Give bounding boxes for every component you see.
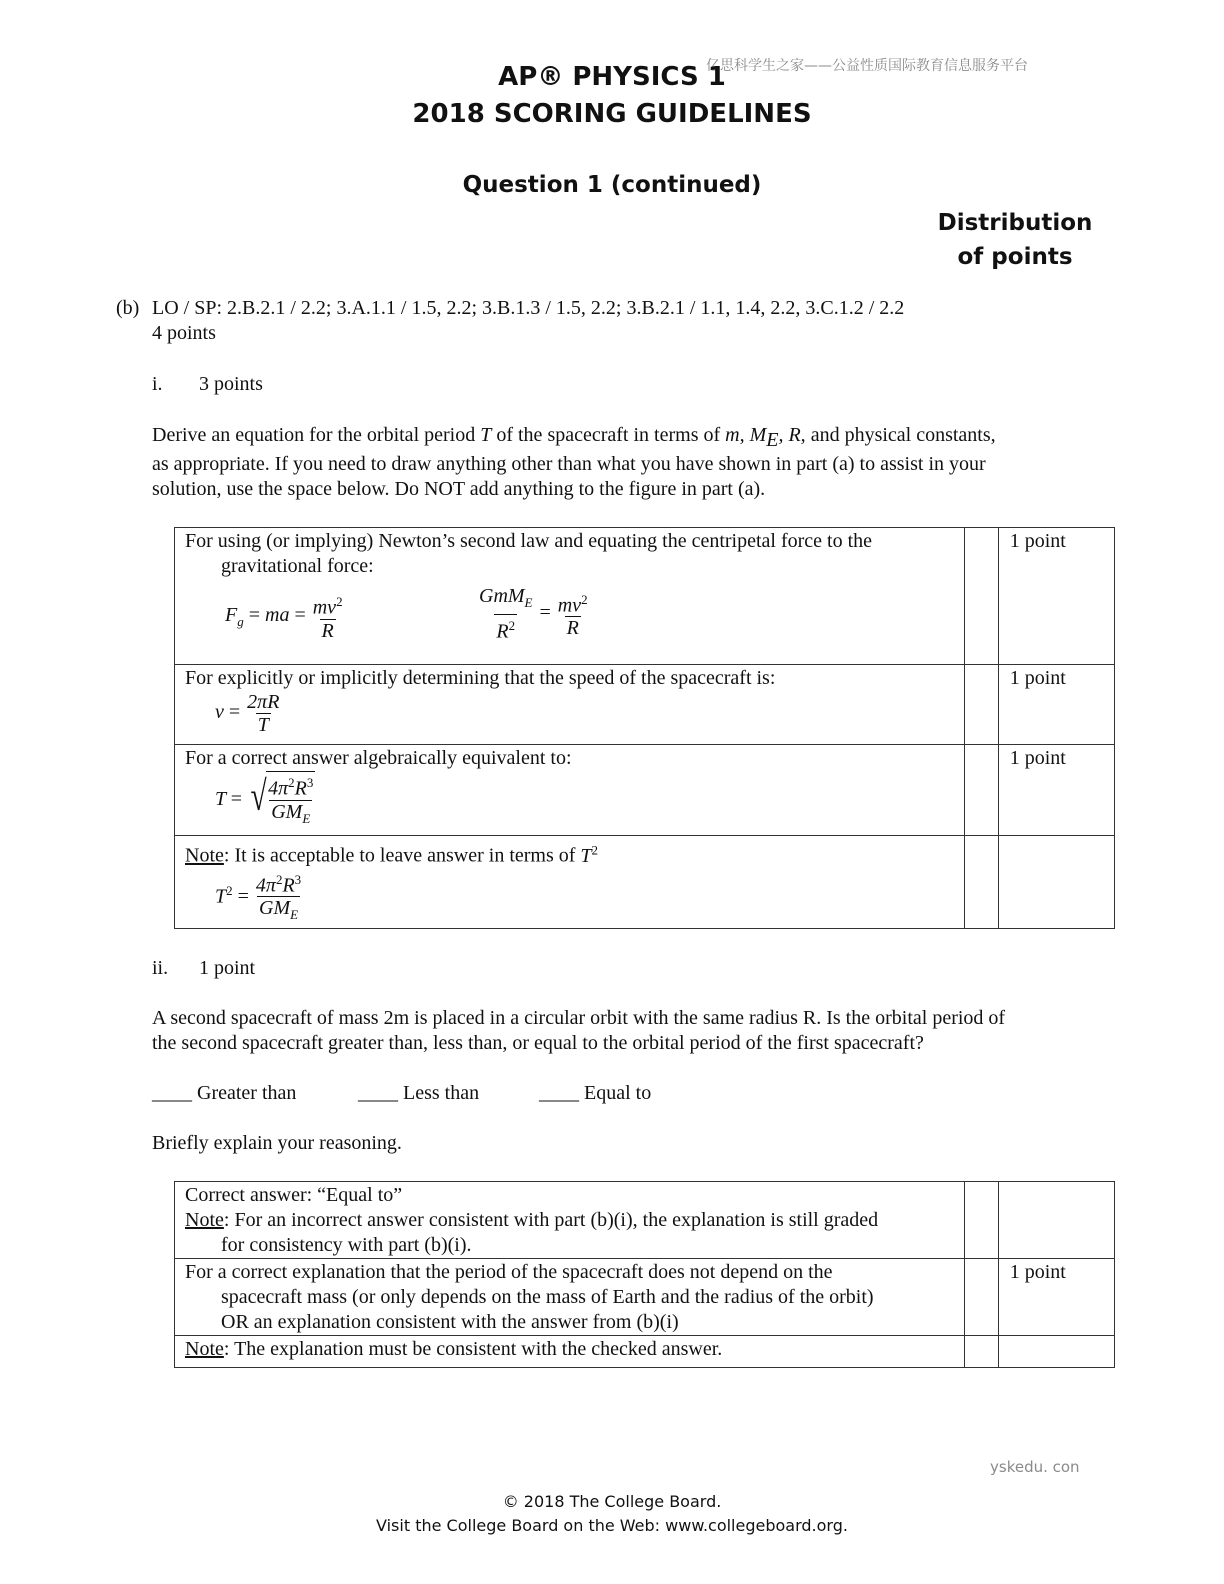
criterion-line: [185, 1337, 954, 1362]
checkbox-cell: [964, 836, 998, 929]
note-text: : For an incorrect answer consistent with part (b)(i), the explanation is still graded: [223, 1209, 879, 1231]
prompt-vars: m, M: [725, 424, 767, 446]
points-cell: 1 point: [998, 665, 1114, 745]
points-cell: [998, 836, 1114, 929]
points-cell: [998, 1182, 1114, 1259]
note-label: Note: [185, 1209, 224, 1231]
criterion-line: For using (or implying) Newton’s second law and equating the centripetal force to the: [185, 530, 873, 552]
criterion-line: Note: It is acceptable to leave answer in terms of $T^2$: [185, 842, 599, 867]
note-text: : The explanation must be consistent with the checked answer.: [223, 1338, 723, 1360]
part-i-prompt-line1: [152, 423, 996, 453]
part-i-prompt-line2: as appropriate. If you need to draw anything other than what you have shown in part (a) to assist in your: [152, 453, 986, 475]
checkbox-cell: [964, 665, 998, 745]
table-row: [175, 745, 1115, 836]
part-b-points: 4 points: [152, 322, 216, 344]
question-heading: Question 1 (continued): [462, 172, 762, 198]
equation-period: T = √ $\frac{4\pi^2R^3}{GM_E}$: [185, 771, 954, 830]
part-i-points: 3 points: [199, 373, 263, 395]
equation-newton: $F_g$ = ma = $\frac{mv^2}{R}$ $\frac{GmM_E}{R^2}$ = $\frac{mv^2}{R}$: [225, 585, 588, 643]
table-row: [175, 1259, 1115, 1336]
part-ii-prompt-line2: the second spacecraft greater than, less than, or equal to the orbital period of the first spacecraft?: [152, 1032, 924, 1054]
watermark-top: 亿思科学生之家——公益性质国际教育信息服务平台: [706, 58, 1028, 74]
table-cell-criterion: [175, 1182, 965, 1259]
criterion-line: For a correct explanation that the period of the spacecraft does not depend on the: [185, 1261, 833, 1283]
points-cell: 1 point: [998, 528, 1114, 665]
criterion-line: [185, 1208, 954, 1233]
criterion-line: Correct answer: “Equal to”: [185, 1184, 403, 1206]
choice-greater-than[interactable]: ____ Greater than: [152, 1082, 297, 1104]
table-row: [175, 1182, 1115, 1259]
footer-website: Visit the College Board on the Web: www.collegeboard.org.: [376, 1516, 848, 1535]
table-cell-criterion: [175, 1259, 965, 1336]
table-cell-criterion: [175, 836, 965, 929]
scoring-table-i: [174, 527, 1115, 929]
watermark-bottom: yskedu. con: [990, 1458, 1080, 1476]
part-ii-prompt-line1: A second spacecraft of mass 2m is placed in a circular orbit with the same radius R. Is the orbital period of: [152, 1007, 1006, 1029]
distribution-line-2: of points: [957, 244, 1073, 270]
criterion-line: For explicitly or implicitly determining that the speed of the spacecraft is:: [185, 667, 776, 689]
criterion-line: gravitational force:: [221, 555, 374, 577]
table-cell-criterion: [175, 1336, 965, 1368]
choice-less-than[interactable]: ____ Less than: [358, 1082, 480, 1104]
prompt-sub-e: E: [766, 429, 779, 451]
part-i-prompt-line3: solution, use the space below. Do NOT add anything to the figure in part (a).: [152, 478, 766, 500]
criterion-line: spacecraft mass (or only depends on the mass of Earth and the radius of the orbit): [221, 1286, 874, 1308]
table-row: [175, 836, 1115, 929]
scoring-table-ii: [174, 1181, 1115, 1368]
equation-period-squared: $T^2$ = $\frac{4\pi^2R^3}{GM_E}$: [185, 869, 954, 927]
prompt-var-r: , R,: [778, 424, 806, 446]
page-subtitle: 2018 SCORING GUIDELINES: [412, 99, 812, 129]
distribution-line-1: Distribution: [937, 210, 1093, 236]
checkbox-cell: [964, 1259, 998, 1336]
checkbox-cell: [964, 745, 998, 836]
part-b-label: (b): [116, 297, 140, 319]
table-row: [175, 665, 1115, 745]
choice-equal-to[interactable]: ____ Equal to: [539, 1082, 652, 1104]
footer-copyright: © 2018 The College Board.: [502, 1492, 722, 1511]
explain-prompt: Briefly explain your reasoning.: [152, 1132, 402, 1154]
equation-speed: v = $\frac{2\pi R}{T}$: [215, 691, 280, 736]
page-title: AP® PHYSICS 1: [498, 62, 726, 92]
table-cell-criterion: [175, 745, 965, 836]
criterion-line: for consistency with part (b)(i).: [221, 1234, 472, 1256]
table-row: [175, 528, 1115, 665]
note-label: Note: [185, 1338, 224, 1360]
note-label: Note: [185, 844, 224, 867]
criterion-line: OR an explanation consistent with the answer from (b)(i): [221, 1311, 679, 1333]
points-cell: 1 point: [998, 745, 1114, 836]
prompt-text-c: and physical constants,: [805, 424, 996, 446]
points-cell: [998, 1336, 1114, 1368]
table-row: [175, 1336, 1115, 1368]
part-ii-label: ii.: [152, 957, 169, 979]
checkbox-cell: [964, 528, 998, 665]
part-ii-points: 1 point: [199, 957, 256, 979]
checkbox-cell: [964, 1336, 998, 1368]
prompt-text-a: Derive an equation for the orbital period: [152, 424, 481, 446]
checkbox-cell: [964, 1182, 998, 1259]
lo-sp-line: LO / SP: 2.B.2.1 / 2.2; 3.A.1.1 / 1.5, 2.2; 3.B.1.3 / 1.5, 2.2; 3.B.2.1 / 1.1, 1.4, 2.2, 3.C.1.2 / 2.2: [152, 297, 905, 319]
prompt-var-t: T: [480, 424, 492, 446]
table-cell-criterion: [175, 528, 965, 665]
points-cell: 1 point: [998, 1259, 1114, 1336]
prompt-text-b: of the spacecraft in terms of: [491, 424, 726, 446]
criterion-line: For a correct answer algebraically equivalent to:: [185, 747, 572, 769]
distribution-heading: [930, 206, 1100, 274]
note-text: : It is acceptable to leave answer in terms of: [223, 844, 581, 867]
part-i-label: i.: [152, 373, 163, 395]
table-cell-criterion: [175, 665, 965, 745]
